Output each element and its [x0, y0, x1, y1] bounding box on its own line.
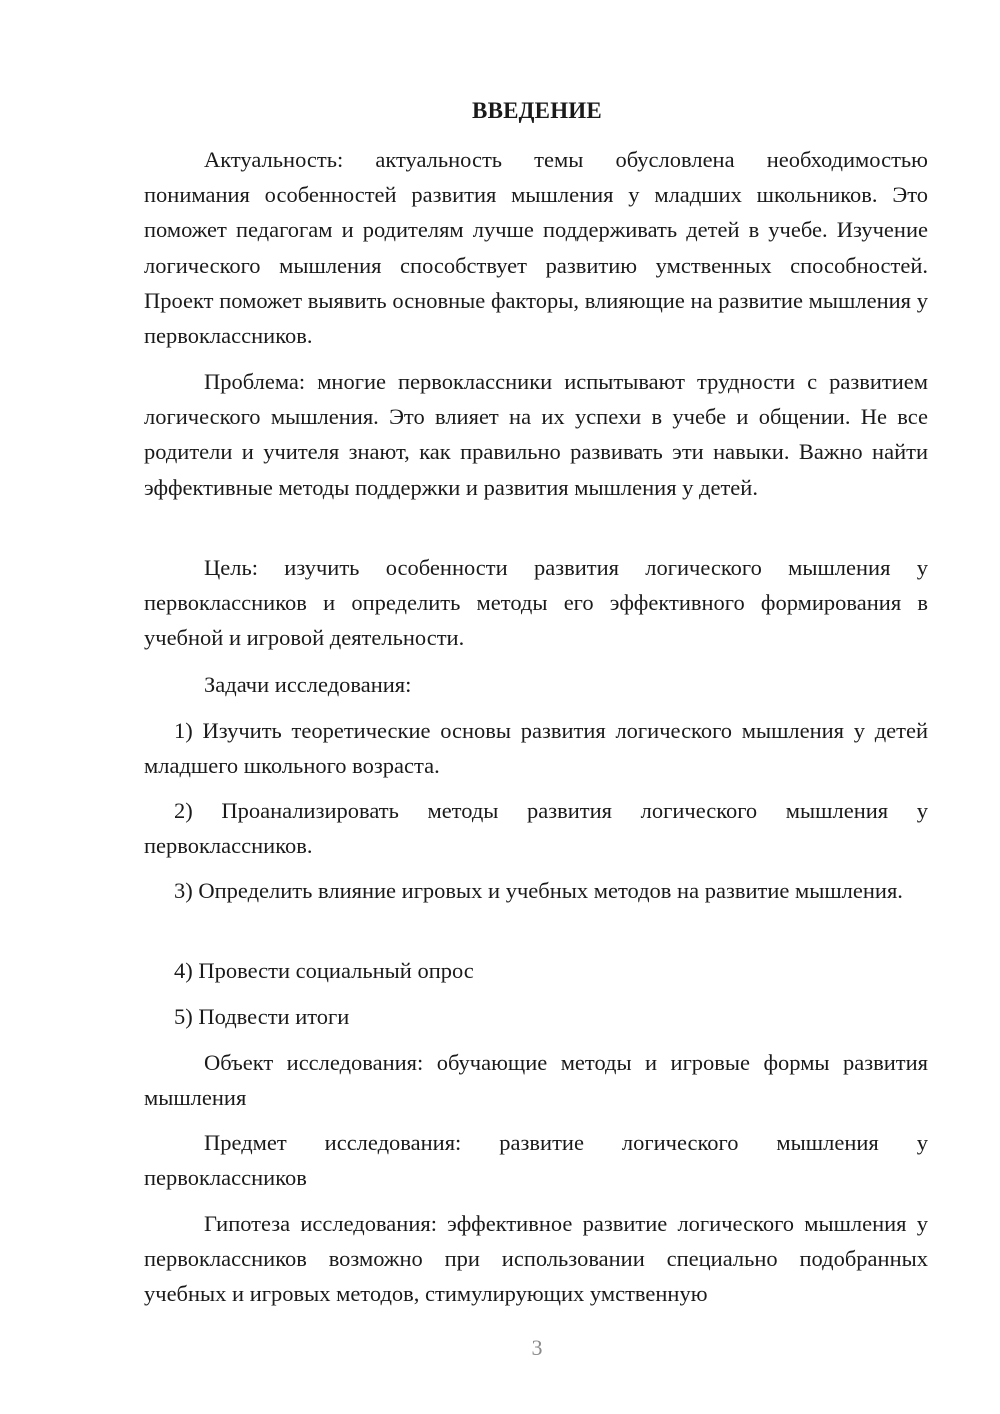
paragraph-object: Объект исследования: обучающие методы и игровые формы развития мышления — [144, 1050, 928, 1111]
paragraph-hypothesis: Гипотеза исследования: эффективное развитие логического мышления у первоклассников возможно при использовании специально подобранных учебных и игровых методов, стимулирующих умственную — [144, 1211, 928, 1307]
task-item-3: 3) Определить влияние игровых и учебных методов на развитие мышления. — [174, 878, 903, 903]
task-item-2: 2) Проанализировать методы развития логического мышления у первоклассников. — [144, 798, 928, 859]
task-item-4: 4) Провести социальный опрос — [174, 958, 474, 983]
paragraph-goal: Цель: изучить особенности развития логического мышления у первоклассников и определить методы его эффективного формирования в учебной и игровой деятельности. — [144, 555, 928, 651]
page-heading: ВВЕДЕНИЕ — [472, 98, 602, 123]
tasks-title: Задачи исследования: — [204, 672, 412, 697]
paragraph-relevance: Актуальность: актуальность темы обусловлена необходимостью понимания особенностей развития мышления у младших школьников. Это поможет педагогам и родителям лучше поддерживать детей в учебе. Изучение логического мышления способствует развитию умственных способностей. Проект поможет выявить основные факторы, влияющие на развитие мышления у первоклассников. — [144, 147, 928, 349]
paragraph-problem: Проблема: многие первоклассники испытывают трудности с развитием логического мышления. Это влияет на их успехи в учебе и общении. Не все родители и учителя знают, как правильно развивать эти навыки. Важно найти эффективные методы поддержки и развития мышления у детей. — [144, 369, 928, 500]
page-number: 3 — [531, 1335, 543, 1360]
task-item-1: 1) Изучить теоретические основы развития логического мышления у детей младшего школьного возраста. — [144, 718, 928, 779]
paragraph-subject: Предмет исследования: развитие логического мышления у первоклассников — [144, 1130, 928, 1191]
task-item-5: 5) Подвести итоги — [174, 1004, 350, 1029]
